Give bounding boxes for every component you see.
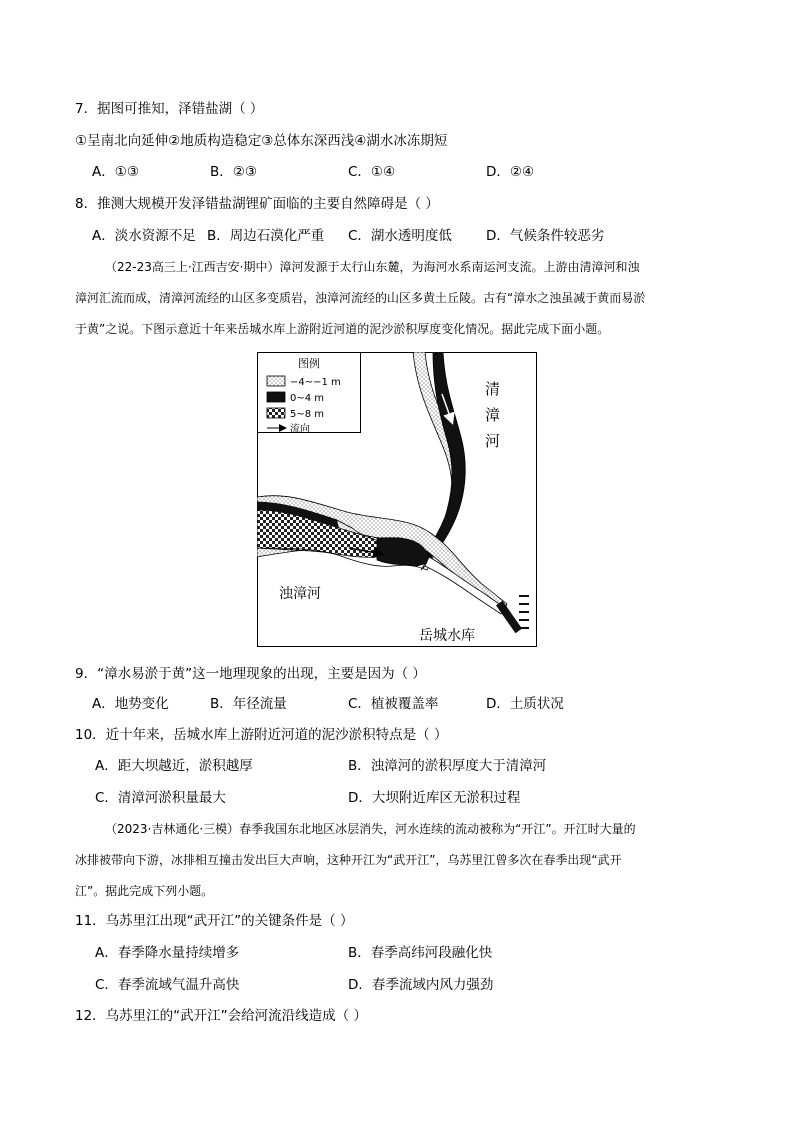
legend-item-4: 流向 bbox=[290, 424, 310, 435]
q8-option-c[interactable]: C．湖水透明度低 bbox=[348, 228, 452, 244]
q11-option-c[interactable]: C．春季流域气温升高快 bbox=[95, 977, 240, 993]
label-qing-2: 漳 bbox=[485, 406, 501, 424]
sediment-map bbox=[257, 352, 537, 647]
q9-option-b[interactable]: B．年径流量 bbox=[210, 696, 287, 712]
q9-option-a[interactable]: A．地势变化 bbox=[92, 696, 169, 712]
label-zhuo: 浊漳河 bbox=[279, 586, 321, 602]
q7-stem: 7．据图可推知，泽错盐湖（ ） bbox=[75, 101, 264, 117]
passage1-line1: （22-23高三上·江西吉安·期中）漳河发源于太行山东麓，为海河水系南运河支流。上游由清漳河和浊 bbox=[105, 260, 640, 274]
q9-option-d[interactable]: D．土质状况 bbox=[486, 696, 564, 712]
legend-swatch-black bbox=[267, 392, 285, 402]
q10-stem: 10．近十年来，岳城水库上游附近河道的泥沙淤积特点是（ ） bbox=[75, 727, 448, 743]
legend-item-1: −4~−1 m bbox=[290, 377, 341, 388]
q11-option-b[interactable]: B．春季高纬河段融化快 bbox=[348, 945, 493, 961]
q7-option-a[interactable]: A．①③ bbox=[92, 164, 139, 180]
label-reservoir: 岳城水库 bbox=[419, 628, 475, 644]
q8-stem: 8．推测大规模开发泽错盐湖锂矿面临的主要自然障碍是（ ） bbox=[75, 196, 439, 212]
legend-item-2: 0~4 m bbox=[290, 393, 325, 404]
legend-item-3: 5~8 m bbox=[290, 409, 325, 420]
q10-option-b[interactable]: B．浊漳河的淤积厚度大于清漳河 bbox=[348, 758, 547, 774]
q11-option-d[interactable]: D．春季流域内风力强劲 bbox=[348, 977, 494, 993]
q11-option-a[interactable]: A．春季降水量持续增多 bbox=[95, 945, 240, 961]
passage2-line3: 江”。据此完成下列小题。 bbox=[75, 884, 214, 898]
q10-option-c[interactable]: C．清漳河淤积量最大 bbox=[95, 790, 226, 806]
q10-option-a[interactable]: A．距大坝越近，淤积越厚 bbox=[95, 758, 253, 774]
legend-swatch-check bbox=[267, 408, 285, 418]
label-qing-1: 清 bbox=[485, 380, 501, 398]
q11-stem: 11．乌苏里江出现“武开江”的关键条件是（ ） bbox=[75, 913, 354, 929]
passage2-line2: 冰排被带向下游，冰排相互撞击发出巨大声响，这种开江为“武开江”，乌苏里江曾多次在春季出现“武开 bbox=[75, 853, 622, 867]
passage1-line2: 漳河汇流而成，清漳河流经的山区多变质岩，浊漳河流经的山区多黄土丘陵。古有“漳水之浊虽减于黄而易淤 bbox=[75, 291, 646, 305]
q7-option-c[interactable]: C．①④ bbox=[348, 164, 396, 180]
q9-stem: 9．“漳水易淤于黄”这一地理现象的出现，主要是因为（ ） bbox=[75, 666, 426, 682]
passage2-line1: （2023·吉林通化·三模）春季我国东北地区冰层消失，河水连续的流动被称为“开江”。开江时大量的 bbox=[105, 822, 636, 836]
q7-option-b[interactable]: B．②③ bbox=[210, 164, 257, 180]
q7-statements: ①呈南北向延伸②地质构造稳定③总体东深西浅④湖水冰冻期短 bbox=[75, 133, 448, 149]
q8-option-a[interactable]: A．淡水资源不足 bbox=[92, 228, 196, 244]
q7-option-d[interactable]: D．②④ bbox=[486, 164, 535, 180]
q8-option-b[interactable]: B．周边石漠化严重 bbox=[207, 228, 325, 244]
legend-title: 图例 bbox=[298, 357, 320, 370]
q9-option-c[interactable]: C．植被覆盖率 bbox=[348, 696, 439, 712]
q8-option-d[interactable]: D．气候条件较恶劣 bbox=[486, 228, 605, 244]
label-qing-3: 河 bbox=[485, 432, 501, 450]
q10-option-d[interactable]: D．大坝附近库区无淤积过程 bbox=[348, 790, 521, 806]
passage1-line3: 于黄”之说。下图示意近十年来岳城水库上游附近河道的泥沙淤积厚度变化情况。据此完成下面小题。 bbox=[75, 322, 610, 336]
q12-stem: 12．乌苏里江的“武开江”会给河流沿线造成（ ） bbox=[75, 1008, 367, 1024]
legend-swatch-dots bbox=[267, 376, 285, 386]
